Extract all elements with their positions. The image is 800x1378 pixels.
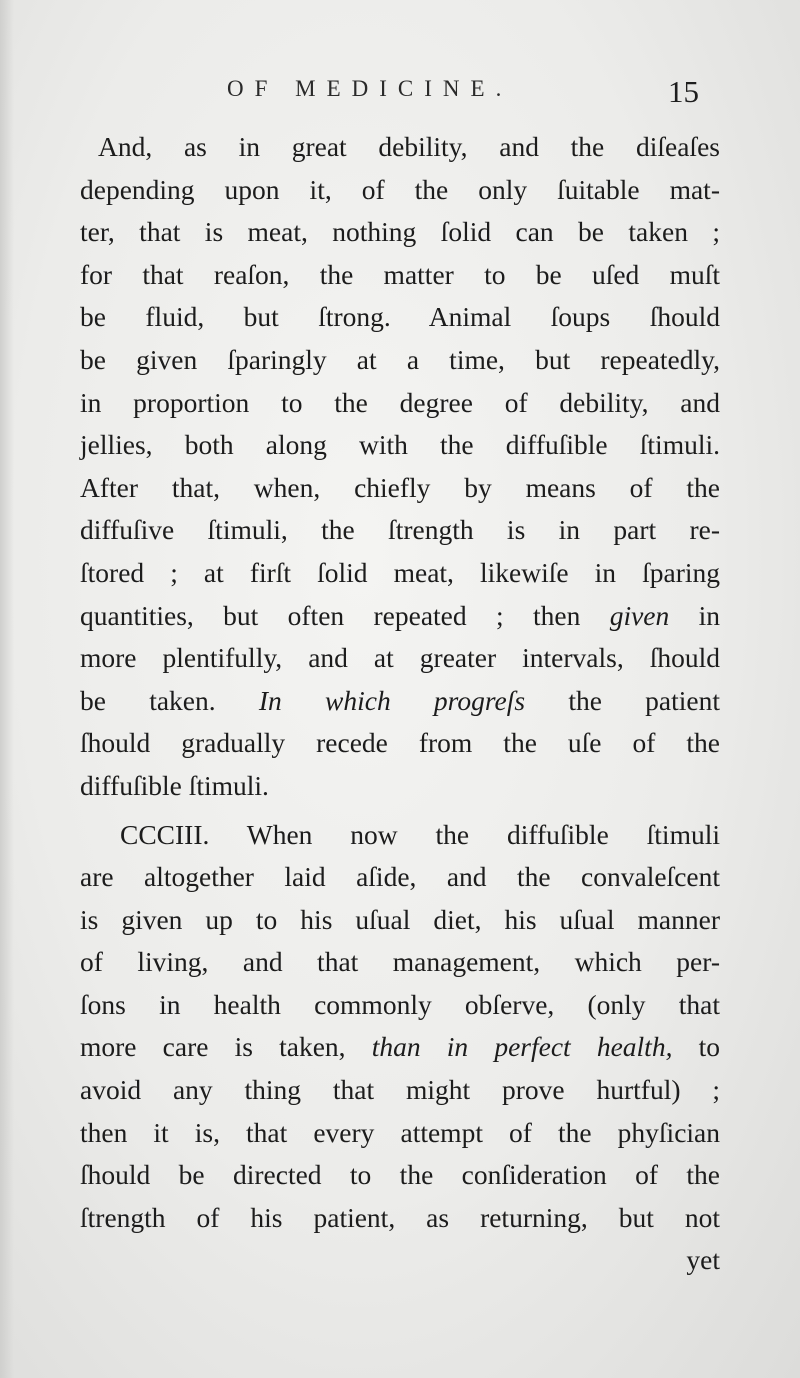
text-line: then it is, that every attempt of the phyſician xyxy=(80,1116,720,1148)
text-line: be given ſparingly at a time, but repeatedly, xyxy=(80,343,720,375)
text-segment: quantities, but often repeated ; then xyxy=(80,599,581,631)
page-number: 15 xyxy=(668,74,699,109)
catchword: yet xyxy=(686,1244,720,1276)
text-line xyxy=(80,680,720,723)
text-line: be fluid, but ſtrong. Animal ſoups ſhould xyxy=(80,301,720,333)
italic-segment: In which progreſs xyxy=(258,684,526,716)
text-line: in proportion to the degree of debility, and xyxy=(80,386,720,418)
text-line: more plentifully, and at greater intervals, ſhould xyxy=(80,642,720,674)
text-line: ſtored ; at firſt ſolid meat, likewiſe in ſparing xyxy=(80,556,720,588)
italic-segment: given xyxy=(609,599,670,631)
text-line: ſhould be directed to the conſideration of the xyxy=(80,1159,720,1191)
text-line: is given up to his uſual diet, his uſual manner xyxy=(80,903,720,935)
text-line: And, as in great debility, and the diſeaſes xyxy=(98,131,720,162)
text-segment: be taken. xyxy=(80,684,216,716)
text-segment: more care is taken, xyxy=(80,1031,346,1063)
text-line: ſhould gradually recede from the uſe of the xyxy=(80,727,720,759)
body-text xyxy=(80,126,720,1282)
text-line: diffuſible ſtimuli. xyxy=(80,769,269,801)
text-line: ter, that is meat, nothing ſolid can be taken ; xyxy=(80,216,720,248)
running-head xyxy=(0,72,800,112)
text-line xyxy=(80,1026,720,1069)
text-line: CCCIII. When now the diffuſible ſtimuli xyxy=(120,818,720,850)
text-line: ſons in health commonly obſerve, (only that xyxy=(80,988,720,1020)
text-line: avoid any thing that might prove hurtful) ; xyxy=(80,1074,720,1106)
text-line: diffuſive ſtimuli, the ſtrength is in part re- xyxy=(80,514,720,546)
running-title: OF MEDICINE. xyxy=(227,76,513,101)
paragraph-2 xyxy=(80,814,720,1283)
text-line: of living, and that management, which per- xyxy=(80,946,720,978)
text-line: jellies, both along with the diffuſible ſtimuli. xyxy=(80,429,720,461)
text-segment: in xyxy=(698,599,720,631)
italic-segment: than in perfect health, xyxy=(371,1031,673,1063)
text-segment: the patient xyxy=(568,684,720,716)
text-segment: to xyxy=(698,1031,721,1063)
text-line: for that reaſon, the matter to be uſed muſt xyxy=(80,258,720,290)
text-line: are altogether laid aſide, and the convaleſcent xyxy=(80,861,720,893)
text-line xyxy=(80,595,720,638)
page-edge-shadow xyxy=(0,0,14,1378)
text-line: depending upon it, of the only ſuitable mat- xyxy=(80,173,720,205)
paragraph-1 xyxy=(80,126,720,808)
text-line: After that, when, chiefly by means of the xyxy=(80,471,720,503)
text-line: ſtrength of his patient, as returning, but not xyxy=(80,1201,720,1233)
